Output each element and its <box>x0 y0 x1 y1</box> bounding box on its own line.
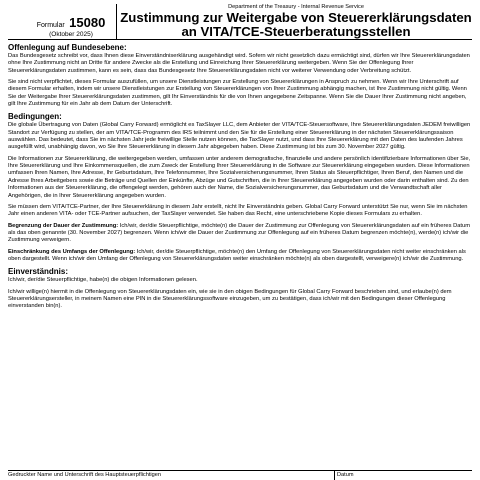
dauer-text: Ich/wir, der/die Steuerpflichtige, möchte(n) die Dauer der Zustimmung zur Offenlegung von Steuererklärungsdaten auf ein früheres Datum als das oben genannte (30. November 2027) begrenzen. Wenn ich/wir die Dauer der Zustimmung zur Offenlegung auf ein früheres Datum begrenzen möchte(n), werde(n) ich/wir die Zustimmung verweigern. <box>8 222 471 244</box>
form-edition: (Oktober 2025) <box>49 31 93 38</box>
section-heading-einverstaendnis: Einverständnis: <box>8 267 69 277</box>
dauer-label: Begrenzung der Dauer der Zustimmung: <box>8 222 119 229</box>
form-content <box>8 43 472 311</box>
paragraph-einverstaendnis-1: Ich/wir, der/die Steuerpflichtige, habe(n) die obigen Informationen gelesen. <box>8 277 198 284</box>
paragraph-offenlegung-2: Sie sind nicht verpflichtet, dieses Formular auszufüllen, um unsere Dienstleistungen zur Erstellung von Steuererklärungen in Anspruch zu nehmen. Wenn wir Ihre Unterschrift auf diesem Formular erhalten, indem wir unsere Dienstleistungen zur Erstellung von Steuererklärungen von Ihrer Zustimmung abhängig machen, ist Ihre Zustimmung nicht gültig. Wenn Sie der Weitergabe Ihrer Steuererklärungsdaten zustimmen, gilt Ihr Einverständnis für die von Ihnen angegebene Zeitspanne. Wenn Sie die Dauer Ihrer Zustimmung nicht angeben, gilt Ihre Zustimmung für ein Jahr ab dem Datum der Unterschrift. <box>8 79 467 108</box>
form-header <box>8 4 472 40</box>
signature-line <box>8 470 472 480</box>
paragraph-bedingungen-2: Die Informationen zur Steuererklärung, die weitergegeben werden, umfassen unter anderem demografische, finanzielle und andere persönlich identifizierbare Informationen über Sie, Ihre Steuererklärung und Ihre Einkommensquellen, die zum Zweck der Erstellung Ihrer Steuererklärung in die Software zur Steuererklärung eingegeben wurden. Diese Informationen umfassen Ihren Namen, Ihre Adresse, Ihr Geburtsdatum, Ihre Telefonnummer, Ihre Sozialversicherungsnummer, Ihren Status als Steuerpflichtiger, Ihren Beruf, den Namen und die Adresse Ihres Arbeitgebers sowie die Beträge und Quellen der Einkünfte, Abzüge und Gutschriften, die in Ihrer Steuererklärung angegeben wurden oder darin enthalten sind. Zu den Informationen aus der Steuererklärung, die offengelegt werden, gehören auch der Name, die Sozialversicherungsnummer, das Geburtsdatum und die Verwandtschaft aller Angehörigen, die in Ihrer Steuererklärung angegeben wurden. <box>8 155 471 199</box>
paragraph-einverstaendnis-2: Ich/wir willige(n) hiermit in die Offenlegung von Steuererklärungsdaten ein, wie sie in den obigen Bedingungen für Global Carry Forward beschrieben sind, und erlaube(n) dem Steuererklärungsersteller, in meinem Namen eine PIN in die Steuererklärungssoftware einzugeben, um zu bestätigen, dass ich/wir mit den Bedingungen dieser Offenlegung einverstanden bin(n). <box>8 288 452 310</box>
paragraph-offenlegung-1: Das Bundesgesetz schreibt vor, dass Ihnen diese Einverständniserklärung ausgehändigt wird. Sofern wir nicht gesetzlich dazu ermächtigt sind, dürfen wir Ihre Steuererklärungsdaten ohne Ihre Zustimmung nicht an Dritte für andere Zwecke als die Erstellung und Einreichung Ihrer Steuererklärung weitergeben. Wenn Sie der Offenlegung Ihrer Steuererklärungsdaten zustimmen, kann es sein, dass das Bundesgesetz Ihre Steuererklärungsdaten nicht vor weiterer Verwendung oder Verbreitung schützt. <box>8 53 470 74</box>
umfang-text: Ich/wir, der/die Steuerpflichtige, möchte(n) den Umfang der Offenlegung von Steuererklärungsdaten nicht weiter einschränken als oben dargestellt. Wenn ich/wir den Umfang der Offenlegung von Steuererklärungsdaten weiter einschränken möchte(n) als oben dargestellt, verweigere(n) ich/wir die Zustimmung. <box>8 248 466 262</box>
signature-name-field[interactable]: Gedruckter Name und Unterschrift des Hauptsteuerpflichtigen <box>8 472 161 478</box>
title-line-1: Zustimmung zur Weitergabe von Steuererklärungsdaten <box>120 10 472 25</box>
paragraph-bedingungen-1: Die globale Übertragung von Daten (Global Carry Forward) ermöglicht es TaxSlayer LLC, dem Anbieter der VITA/TCE-Steuersoftware, Ihre Steuererklärungsdaten JEDEM freiwilligen Standort zur Verfügung zu stellen, der am VITA/TCE-Programm des IRS teilnimmt und den Sie für die Erstellung einer Steuererklärung in der nächsten Steuererklärungssaison auswählen. Das bedeutet, dass Sie im nächsten Jahr jede freiwillige Stelle nutzen können, die TaxSlayer nutzt, und dass Ihre Steuererklärung mit den Daten des laufenden Jahres ausgefüllt wird, unabhängig davon, wo Sie Ihre Steuererklärung in diesem Jahr abgegeben haben. Diese Zustimmung ist bis zum 30. November 2027 gültig. <box>8 122 471 151</box>
form-identifier <box>26 14 116 38</box>
signature-divider <box>334 471 335 480</box>
title-line-2: an VITA/TCE-Steuerberatungsstellen <box>181 24 411 39</box>
form-number: 15080 <box>69 15 106 30</box>
form-label: Formular <box>36 22 65 29</box>
signature-date-field[interactable]: Datum <box>337 472 354 478</box>
paragraph-dauer <box>8 223 472 245</box>
section-heading-offenlegung: Offenlegung auf Bundesebene: <box>8 43 127 52</box>
umfang-label: Einschränkung des Umfangs der Offenlegung: <box>8 248 136 255</box>
header-divider <box>116 4 117 39</box>
paragraph-umfang <box>8 249 472 264</box>
agency-name: Department of the Treasury - Internal Revenue Service <box>228 4 364 10</box>
section-heading-bedingungen: Bedingungen: <box>8 112 62 122</box>
page-title <box>120 11 472 39</box>
paragraph-bedingungen-3: Sie müssen dem VITA/TCE-Partner, der Ihre Steuererklärung in diesem Jahr erstellt, nicht Ihr Einverständnis geben. Global Carry Forward unterstützt Sie nur, wenn Sie im nächsten Jahr einen anderen VITA- oder TCE-Partner aufsuchen, der TaxSlayer verwendet. Sie haben das Recht, eine unterschriebene Kopie dieses Formulars zu erhalten. <box>8 203 468 218</box>
